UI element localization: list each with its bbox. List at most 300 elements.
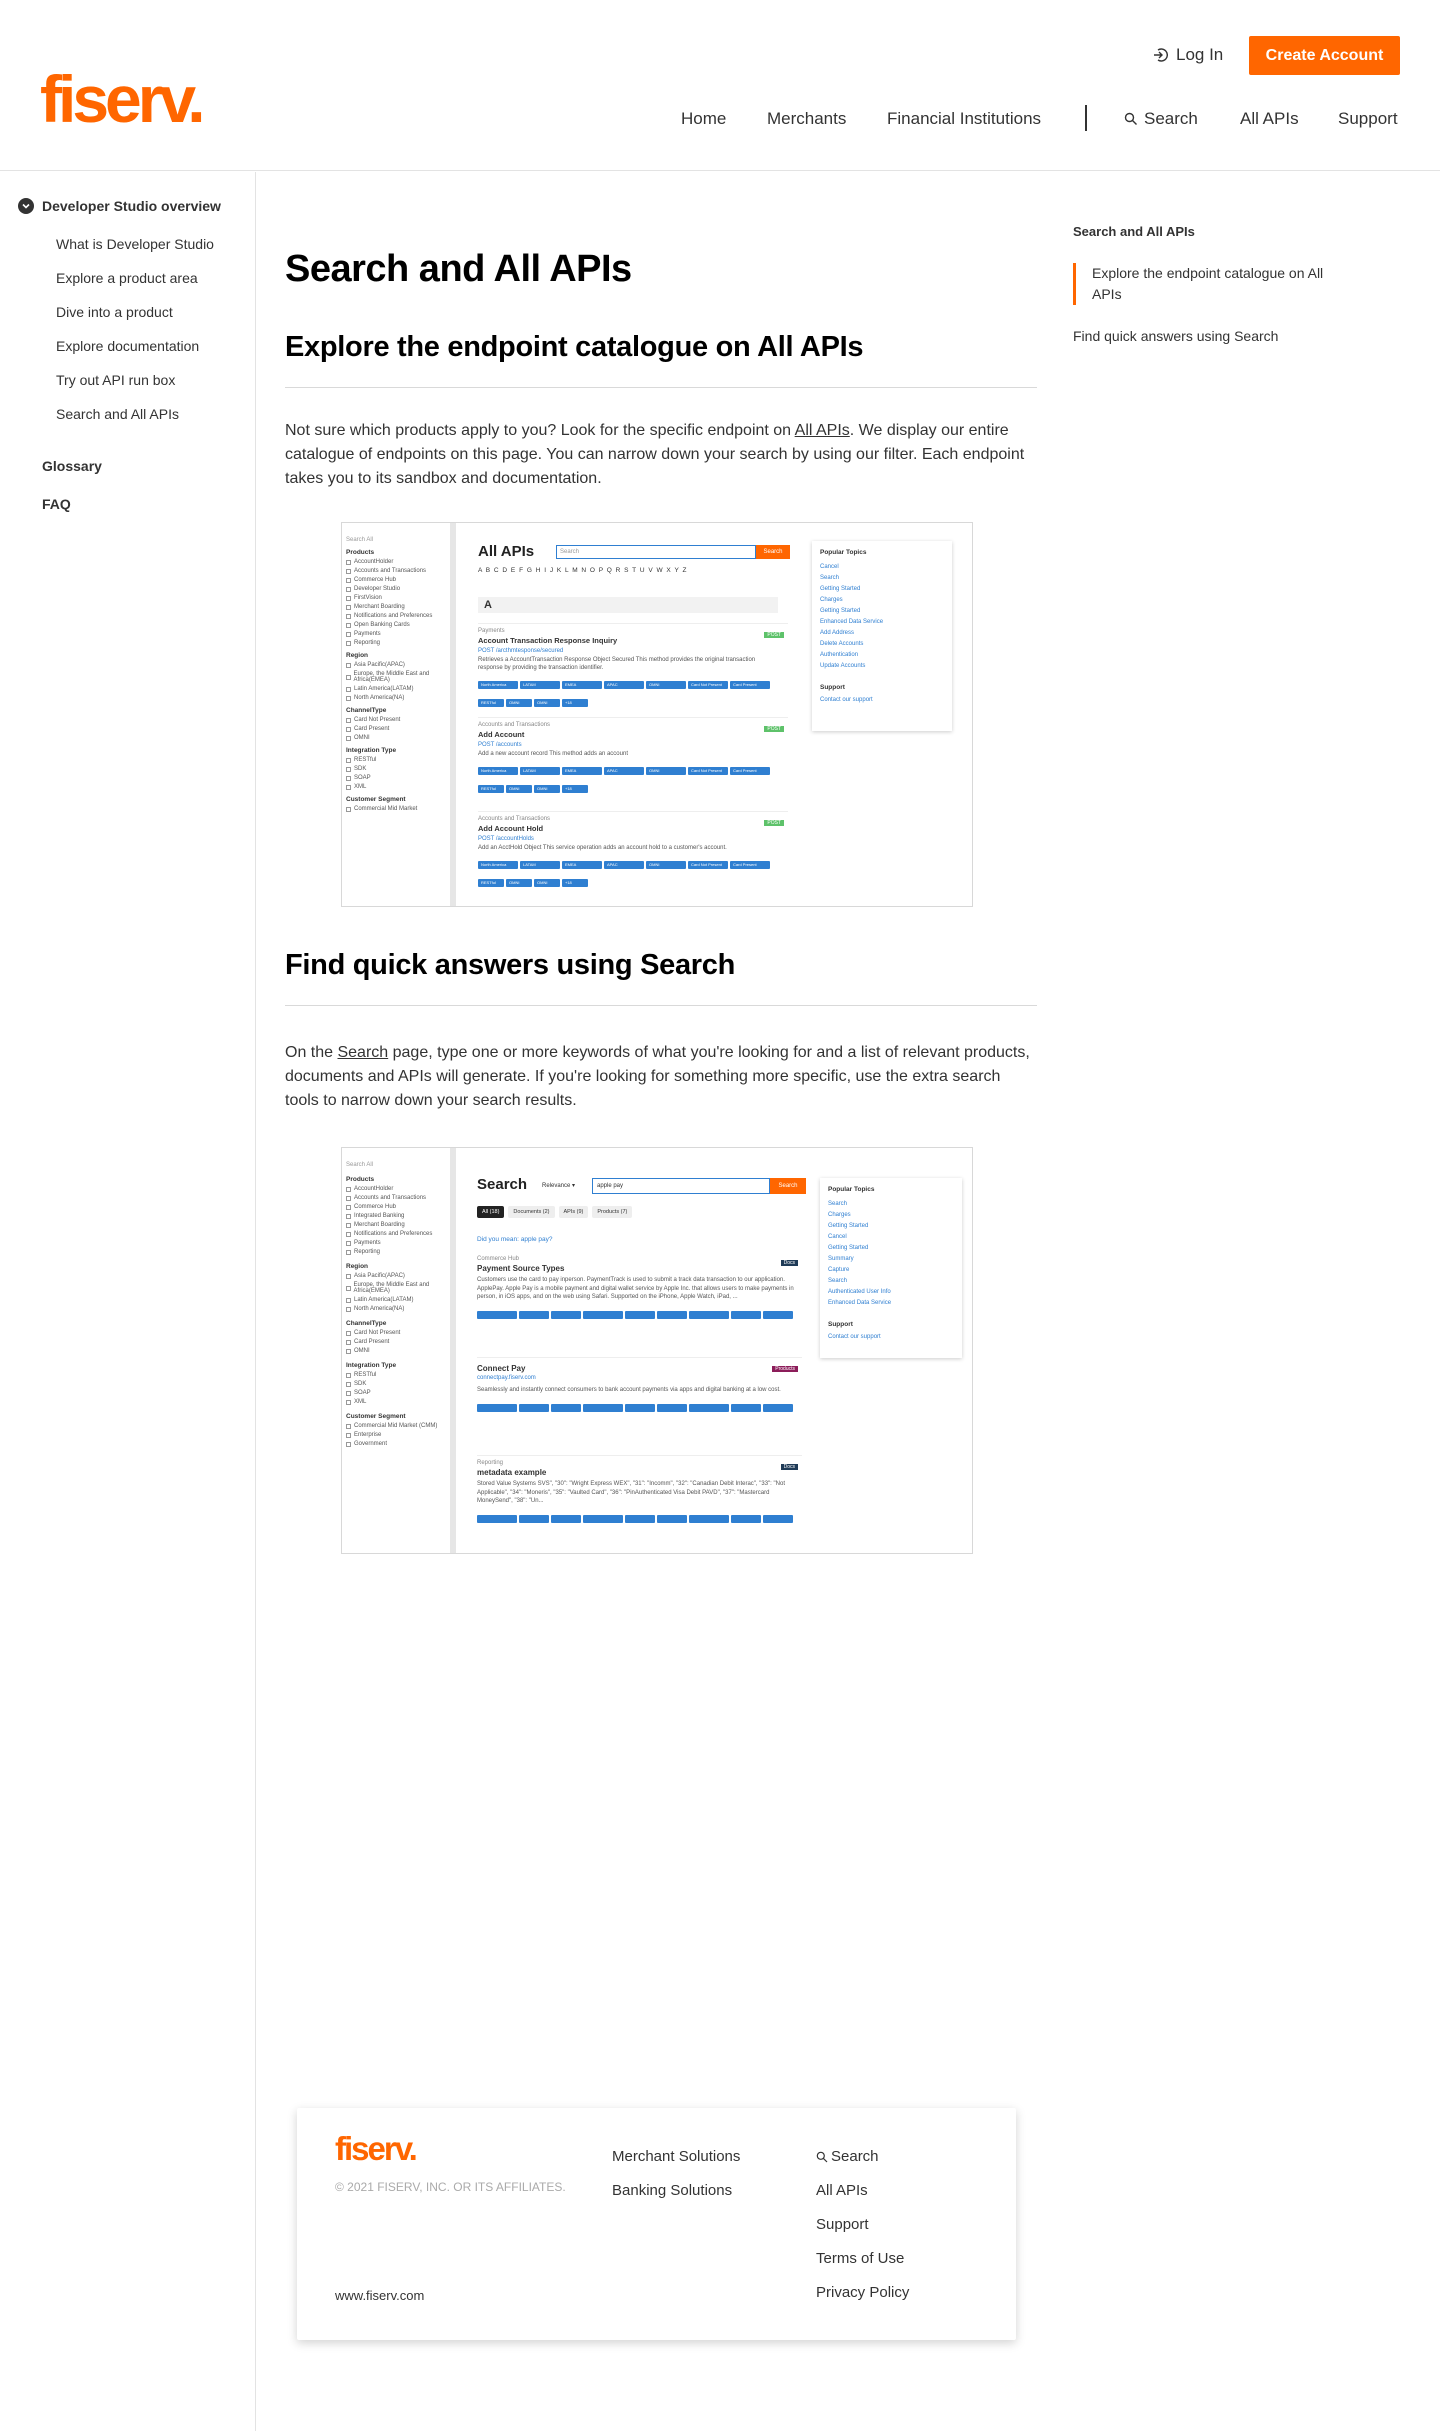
filter-checkbox[interactable] <box>346 757 450 763</box>
popular-topic-link[interactable]: Delete Accounts <box>820 641 864 647</box>
region-tag[interactable] <box>551 1515 581 1523</box>
result-description: Customers use the card to pay inperson. PaymentTrack is used to submit a track data transaction to our application. ApplePay. Apple Pay is a mobile payment and digital wallet service by Apple Inc. that allows users to make payments in person, in iOS apps, and on the web using Safari. Supported on the iPhone, Apple Watch, iPad, ... <box>477 1277 794 1300</box>
popular-topic-link[interactable]: Getting Started <box>828 1223 869 1229</box>
checkbox-icon <box>346 578 351 583</box>
text-part: On the <box>285 1044 338 1061</box>
result-description: Seamlessly and instantly connect consumers to bank account payments via apps and digital banking at a low cost. <box>477 1387 781 1393</box>
all-apis-search-input[interactable]: Search <box>556 545 756 559</box>
filter-label: Enterprise <box>354 1432 382 1438</box>
checkbox-icon <box>346 587 351 592</box>
filter-checkbox[interactable] <box>346 671 450 683</box>
filter-checkbox[interactable] <box>346 1282 450 1294</box>
filter-label: Government <box>354 1441 388 1447</box>
support-link[interactable]: Contact our support <box>820 697 873 703</box>
region-tag[interactable]: Card Present <box>730 681 770 689</box>
filter-label: SOAP <box>354 775 371 781</box>
filter-label: OMNI <box>354 735 370 741</box>
popular-topic-link[interactable]: Summary <box>828 1256 854 1262</box>
region-tag[interactable]: North America <box>478 861 518 869</box>
api-category: Accounts and Transactions <box>478 722 551 728</box>
checkbox-icon <box>346 605 351 610</box>
checkbox-icon <box>346 1391 351 1396</box>
popular-topic-link[interactable]: Cancel <box>828 1234 847 1240</box>
region-tag[interactable] <box>731 1404 761 1412</box>
filter-checkbox[interactable] <box>346 1330 450 1336</box>
search-result[interactable] <box>477 1252 802 1358</box>
toc-item-search[interactable]: Find quick answers using Search <box>1073 328 1279 344</box>
popular-topic-link[interactable]: Update Accounts <box>820 663 866 669</box>
support-title: Support <box>820 684 845 691</box>
region-tag[interactable] <box>625 1515 655 1523</box>
filter-label: RESTful <box>354 757 377 763</box>
checkbox-icon <box>346 614 351 619</box>
checkbox-icon <box>346 623 351 628</box>
page-title: Search and All APIs <box>285 248 632 290</box>
api-name[interactable]: Account Transaction Response Inquiry <box>478 636 618 645</box>
filter-label: AccountHolder <box>354 1186 394 1192</box>
region-tag[interactable]: EMEA <box>562 767 602 775</box>
region-tag[interactable] <box>519 1515 549 1523</box>
region-tag[interactable]: +18 <box>562 879 588 887</box>
did-you-mean[interactable]: Did you mean: apple pay? <box>477 1236 553 1243</box>
region-tag[interactable]: APAC <box>604 861 644 869</box>
login-link[interactable] <box>1152 45 1223 65</box>
relevance-select[interactable]: Relevance ▾ <box>542 1183 576 1189</box>
footer-banking-solutions[interactable]: Banking Solutions <box>612 2182 733 2199</box>
search-submit-button[interactable]: Search <box>770 1178 806 1194</box>
footer-site-link[interactable]: www.fiserv.com <box>335 2288 425 2303</box>
filter-checkbox[interactable] <box>346 784 450 790</box>
checkbox-icon <box>346 758 351 763</box>
filter-region-list <box>342 1273 450 1312</box>
filter-checkbox[interactable] <box>346 1213 450 1219</box>
api-name[interactable]: Add Account Hold <box>478 824 544 833</box>
footer-terms[interactable]: Terms of Use <box>816 2250 905 2267</box>
region-tag[interactable]: Card Not Present <box>688 767 728 775</box>
filter-checkbox[interactable] <box>346 1186 450 1192</box>
section-divider <box>285 387 1037 388</box>
text-part: page, type one or more keywords of what you're looking for and a list of relevant products, documents and APIs will generate. If you're looking for something more specific, use the extra search tools to narrow down your search results. <box>285 1044 1030 1109</box>
checkbox-icon <box>346 1205 351 1210</box>
breadcrumb: Search All <box>346 1162 374 1168</box>
sidebar-item-search-all-apis[interactable]: Search and All APIs <box>56 406 179 422</box>
region-tag[interactable]: RESTful <box>478 699 504 707</box>
popular-topic-link[interactable]: Add Address <box>820 630 855 636</box>
sidebar-item-dive-into-product[interactable]: Dive into a product <box>56 304 173 320</box>
filter-checkbox[interactable] <box>346 1249 450 1255</box>
region-tag[interactable]: OMNI <box>506 699 532 707</box>
region-tag[interactable] <box>519 1404 549 1412</box>
filter-checkbox[interactable] <box>346 622 450 628</box>
region-tag[interactable] <box>477 1515 517 1523</box>
region-tag[interactable]: OMNI <box>506 879 532 887</box>
region-tag[interactable]: OMNI <box>534 785 560 793</box>
api-entry[interactable] <box>478 623 788 717</box>
region-tag[interactable]: APAC <box>604 767 644 775</box>
section-heading-all-apis: Explore the endpoint catalogue on All APIs <box>285 331 864 363</box>
checkbox-icon <box>346 1214 351 1219</box>
filter-checkbox[interactable] <box>346 1390 450 1396</box>
filter-integration-list <box>342 1372 450 1405</box>
region-tag[interactable] <box>763 1404 793 1412</box>
region-tag[interactable] <box>583 1515 623 1523</box>
relevance-label: Relevance <box>542 1183 571 1189</box>
filter-channel-label: ChannelType <box>346 707 387 714</box>
all-apis-link[interactable]: All APIs <box>794 422 850 439</box>
result-tab[interactable]: All (18) <box>477 1206 504 1218</box>
region-tag[interactable]: +18 <box>562 785 588 793</box>
popular-topic-link[interactable]: Getting Started <box>820 608 861 614</box>
result-tab[interactable]: APIs (9) <box>559 1206 589 1218</box>
filter-products-list <box>342 1186 450 1255</box>
filter-checkbox[interactable] <box>346 1240 450 1246</box>
filter-products-list <box>342 559 450 646</box>
nav-all-apis[interactable]: All APIs <box>1240 109 1299 128</box>
api-entry[interactable] <box>478 811 788 905</box>
filter-checkbox[interactable] <box>346 1306 450 1312</box>
region-tag[interactable]: +18 <box>562 699 588 707</box>
checkbox-icon <box>346 1232 351 1237</box>
region-tag[interactable] <box>583 1311 623 1319</box>
checkbox-icon <box>346 1241 351 1246</box>
letter-header: A <box>478 597 778 613</box>
filter-label: Developer Studio <box>354 586 401 592</box>
nav-support[interactable]: Support <box>1338 109 1398 128</box>
popular-topic-link[interactable]: Search <box>820 575 840 581</box>
region-tag[interactable] <box>763 1515 793 1523</box>
region-tag[interactable] <box>657 1404 687 1412</box>
sidebar-item-explore-product-area[interactable]: Explore a product area <box>56 270 198 286</box>
region-tag[interactable]: OMNI <box>506 785 532 793</box>
popular-topic-link[interactable]: Charges <box>828 1212 851 1218</box>
region-tag[interactable]: OMNI <box>534 699 560 707</box>
filter-checkbox[interactable] <box>346 726 450 732</box>
region-tag[interactable]: Card Not Present <box>688 681 728 689</box>
search-result[interactable] <box>477 1456 802 1554</box>
filter-checkbox[interactable] <box>346 1204 450 1210</box>
checkbox-icon <box>346 1307 351 1312</box>
nav-home[interactable]: Home <box>681 109 727 128</box>
api-entry-list <box>478 623 788 905</box>
api-path[interactable]: POST /arcthmtesponse/secured <box>478 648 564 654</box>
nav-search-label: Search <box>1144 109 1198 128</box>
popular-topic-link[interactable]: Capture <box>828 1267 850 1273</box>
popular-topic-link[interactable]: Enhanced Data Service <box>828 1300 892 1306</box>
api-path[interactable]: POST /accounts <box>478 742 522 748</box>
filter-label: Merchant Boarding <box>354 1222 405 1228</box>
filter-checkbox[interactable] <box>346 1195 450 1201</box>
region-tag[interactable]: OMNI <box>646 767 686 775</box>
footer-support[interactable]: Support <box>816 2216 869 2233</box>
checkbox-icon <box>346 1250 351 1255</box>
filter-checkbox[interactable] <box>346 586 450 592</box>
chevron-down-icon <box>18 198 34 214</box>
filter-checkbox[interactable] <box>346 1423 450 1429</box>
popular-topic-link[interactable]: Charges <box>820 597 843 603</box>
api-tags <box>478 764 778 800</box>
result-tabs <box>477 1206 632 1218</box>
checkbox-icon <box>346 1373 351 1378</box>
filter-label: Commerce Hub <box>354 577 397 583</box>
filter-checkbox[interactable] <box>346 1372 450 1378</box>
sidebar-section-overview[interactable] <box>18 198 221 214</box>
region-tag[interactable]: LATAM <box>520 767 560 775</box>
popular-topics-panel <box>820 1178 962 1358</box>
site-header <box>0 0 1440 171</box>
region-tag[interactable]: RESTful <box>478 879 504 887</box>
sidebar-item-explore-documentation[interactable]: Explore documentation <box>56 338 200 354</box>
popular-topic-link[interactable]: Search <box>828 1201 848 1207</box>
filter-customer-label: Customer Segment <box>346 1413 406 1420</box>
support-title: Support <box>828 1321 853 1328</box>
region-tag[interactable] <box>477 1404 517 1412</box>
result-category: Commerce Hub <box>477 1256 520 1262</box>
region-tag[interactable] <box>689 1515 729 1523</box>
filter-label: Card Present <box>354 726 390 732</box>
nav-financial-institutions[interactable]: Financial Institutions <box>887 109 1042 128</box>
filter-checkbox[interactable] <box>346 1297 450 1303</box>
filter-label: Payments <box>354 1240 381 1246</box>
popular-topic-link[interactable]: Authenticated User Info <box>828 1289 891 1295</box>
result-title[interactable]: Connect Pay <box>477 1364 526 1373</box>
filter-checkbox[interactable] <box>346 1441 450 1447</box>
search-title: Search <box>477 1176 528 1193</box>
all-apis-title: All APIs <box>478 543 535 560</box>
filter-region-list <box>342 662 450 701</box>
filter-checkbox[interactable] <box>346 1432 450 1438</box>
region-tag[interactable]: OMNI <box>646 681 686 689</box>
filter-checkbox[interactable] <box>346 640 450 646</box>
region-tag[interactable] <box>477 1311 517 1319</box>
filter-label: Accounts and Transactions <box>354 568 427 574</box>
filter-customer-list <box>342 806 450 812</box>
api-name[interactable]: Add Account <box>478 730 525 739</box>
filter-checkbox[interactable] <box>346 1273 450 1279</box>
checkbox-icon <box>346 807 351 812</box>
all-apis-search-button[interactable]: Search <box>756 545 790 559</box>
result-tab[interactable]: Documents (2) <box>508 1206 554 1218</box>
result-title[interactable]: Payment Source Types <box>477 1264 565 1273</box>
filter-checkbox[interactable] <box>346 1339 450 1345</box>
api-description: Add an AcctHold Object This service operation adds an account hold to a customer's account. <box>478 845 727 851</box>
filter-checkbox[interactable] <box>346 766 450 772</box>
filter-label: Integrated Banking <box>354 1213 405 1219</box>
filter-checkbox[interactable] <box>346 686 450 692</box>
filter-label: Commercial Mid Market (CMM) <box>354 1423 438 1429</box>
footer-search[interactable] <box>816 2148 879 2165</box>
popular-topic-link[interactable]: Search <box>828 1278 848 1284</box>
login-label: Log In <box>1176 45 1224 64</box>
filter-label: Open Banking Cards <box>354 622 410 628</box>
result-link[interactable]: connectpay.fiserv.com <box>477 1375 536 1381</box>
popular-topic-link[interactable]: Enhanced Data Service <box>820 619 884 625</box>
filter-region-label: Region <box>346 652 369 659</box>
filter-label: XML <box>354 1399 367 1405</box>
filter-integration-label: Integration Type <box>346 747 397 754</box>
filter-label: Merchant Boarding <box>354 604 405 610</box>
api-badge: POST <box>764 726 784 732</box>
filter-checkbox[interactable] <box>346 695 450 701</box>
popular-topics-title: Popular Topics <box>820 549 867 556</box>
filter-label: North America(NA) <box>354 1306 405 1312</box>
region-tag[interactable] <box>657 1311 687 1319</box>
filter-products-label: Products <box>346 1176 375 1183</box>
filter-checkbox[interactable] <box>346 559 450 565</box>
popular-topic-link[interactable]: Cancel <box>820 564 839 570</box>
region-tag[interactable] <box>551 1404 581 1412</box>
text-part: . We display our entire catalogue of endpoints on this page. You can narrow down your search by using our filter. Each endpoint takes you to its sandbox and documentation. <box>285 422 1025 487</box>
sidebar-faq[interactable]: FAQ <box>42 496 71 512</box>
region-tag[interactable] <box>551 1311 581 1319</box>
footer-merchant-solutions[interactable]: Merchant Solutions <box>612 2148 741 2165</box>
result-description: Stored Value Systems SVS", "30": "Wright Express WEX", "31": "Incomm", "32": "Canadian Debit Interac", "33": "Not Applicable", "34": "Moneris", "35": "Vaulted Card", "36": "PinAuthenticated Visa Debit PAVD", "37": "Mastercard MoneySend", "38": "Un... <box>477 1481 785 1504</box>
filter-checkbox[interactable] <box>346 604 450 610</box>
sidebar-item-what-is[interactable]: What is Developer Studio <box>56 236 214 252</box>
region-tag[interactable] <box>731 1515 761 1523</box>
checkbox-icon <box>346 596 351 601</box>
fiserv-logo[interactable]: fiserv. <box>40 62 202 136</box>
result-badge: Products <box>772 1366 798 1372</box>
nav-search[interactable] <box>1124 108 1198 130</box>
region-tag[interactable]: Card Present <box>730 767 770 775</box>
popular-topics-title: Popular Topics <box>828 1186 875 1193</box>
toc-item-all-apis[interactable]: Explore the endpoint catalogue on All APIs <box>1073 263 1353 305</box>
checkbox-icon <box>346 776 351 781</box>
filter-checkbox[interactable] <box>346 631 450 637</box>
region-tag[interactable]: North America <box>478 681 518 689</box>
checkbox-icon <box>346 696 351 701</box>
region-tag[interactable]: North America <box>478 767 518 775</box>
filter-checkbox[interactable] <box>346 595 450 601</box>
region-tag[interactable] <box>731 1311 761 1319</box>
footer-privacy[interactable]: Privacy Policy <box>816 2284 910 2301</box>
search-result[interactable] <box>477 1358 802 1456</box>
nav-merchants[interactable]: Merchants <box>767 109 847 128</box>
region-tag[interactable] <box>519 1311 549 1319</box>
section-text-search <box>285 1041 1037 1113</box>
filter-checkbox[interactable] <box>346 613 450 619</box>
filter-label: FirstVision <box>354 595 382 601</box>
region-tag[interactable]: RESTful <box>478 785 504 793</box>
footer-logo[interactable]: fiserv. <box>335 2130 416 2167</box>
result-title[interactable]: metadata example <box>477 1468 547 1477</box>
footer-all-apis[interactable]: All APIs <box>816 2182 868 2199</box>
region-tag[interactable] <box>657 1515 687 1523</box>
checkbox-icon <box>346 718 351 723</box>
result-tags <box>477 1512 797 1530</box>
region-tag[interactable]: APAC <box>604 681 644 689</box>
breadcrumb: Search All <box>346 537 374 543</box>
checkbox-icon <box>346 687 351 692</box>
region-tag[interactable]: Card Not Present <box>688 861 728 869</box>
filter-checkbox[interactable] <box>346 775 450 781</box>
filter-channel-list <box>342 717 450 741</box>
search-link[interactable]: Search <box>337 1044 389 1061</box>
support-link[interactable]: Contact our support <box>828 1334 881 1340</box>
api-entry[interactable] <box>478 717 788 811</box>
region-tag[interactable]: EMEA <box>562 861 602 869</box>
alphabet-filter[interactable]: A B C D E F G H I J K L M N O P Q R S T U V W X Y Z <box>478 567 688 574</box>
filter-checkbox[interactable] <box>346 577 450 583</box>
region-tag[interactable]: Card Present <box>730 861 770 869</box>
filter-label: XML <box>354 784 367 790</box>
filter-checkbox[interactable] <box>346 1399 450 1405</box>
result-badge: Docs <box>781 1464 798 1470</box>
region-tag[interactable]: LATAM <box>520 861 560 869</box>
filter-checkbox[interactable] <box>346 735 450 741</box>
checkbox-icon <box>346 1298 351 1303</box>
filter-label: North America(NA) <box>354 695 405 701</box>
popular-topic-link[interactable]: Getting Started <box>820 586 861 592</box>
checkbox-icon <box>346 767 351 772</box>
result-category: Reporting <box>477 1460 504 1466</box>
filter-label: Notifications and Preferences <box>354 613 433 619</box>
region-tag[interactable] <box>763 1311 793 1319</box>
filter-channel-list <box>342 1330 450 1354</box>
checkbox-icon <box>346 1382 351 1387</box>
checkbox-icon <box>346 1196 351 1201</box>
region-tag[interactable]: OMNI <box>646 861 686 869</box>
filter-checkbox[interactable] <box>346 1231 450 1237</box>
region-tag[interactable] <box>625 1404 655 1412</box>
filter-checkbox[interactable] <box>346 568 450 574</box>
result-badge: Docs <box>781 1260 798 1266</box>
filter-checkbox[interactable] <box>346 806 450 812</box>
filter-integration-list <box>342 757 450 790</box>
search-query-input[interactable]: apple pay <box>592 1178 770 1194</box>
search-result-list <box>477 1252 802 1554</box>
popular-topic-link[interactable]: Authentication <box>820 652 859 658</box>
filter-sidebar <box>342 1148 456 1553</box>
login-icon <box>1152 47 1168 63</box>
region-tag[interactable]: EMEA <box>562 681 602 689</box>
popular-topics-panel <box>812 541 952 731</box>
checkbox-icon <box>346 641 351 646</box>
section-divider <box>285 1005 1037 1006</box>
search-icon <box>816 2151 828 2163</box>
filter-label: RESTful <box>354 1372 377 1378</box>
filter-checkbox[interactable] <box>346 1381 450 1387</box>
left-sidebar <box>0 172 256 2431</box>
footer-copyright: © 2021 FISERV, INC. OR ITS AFFILIATES. <box>335 2180 566 2194</box>
checkbox-icon <box>346 1187 351 1192</box>
api-description: Retrieves a AccountTransaction Response Object Secured This method provides the original transaction response by providing the transaction identifier. <box>478 657 756 671</box>
api-category: Payments <box>478 628 505 634</box>
filter-checkbox[interactable] <box>346 1222 450 1228</box>
region-tag[interactable]: LATAM <box>520 681 560 689</box>
filter-label: Commercial Mid Market <box>354 806 418 812</box>
filter-checkbox[interactable] <box>346 1348 450 1354</box>
region-tag[interactable] <box>689 1404 729 1412</box>
region-tag[interactable]: OMNI <box>534 879 560 887</box>
region-tag[interactable] <box>689 1311 729 1319</box>
region-tag[interactable] <box>625 1311 655 1319</box>
filter-label: SOAP <box>354 1390 371 1396</box>
checkbox-icon <box>346 1442 351 1447</box>
popular-topic-link[interactable]: Getting Started <box>828 1245 869 1251</box>
sidebar-item-api-run-box[interactable]: Try out API run box <box>56 372 176 388</box>
create-account-button[interactable]: Create Account <box>1249 36 1400 75</box>
section-text-all-apis <box>285 419 1037 491</box>
filter-checkbox[interactable] <box>346 717 450 723</box>
filter-checkbox[interactable] <box>346 662 450 668</box>
result-tab[interactable]: Products (7) <box>592 1206 632 1218</box>
checkbox-icon <box>346 1400 351 1405</box>
api-path[interactable]: POST /accountHolds <box>478 836 534 842</box>
sidebar-glossary[interactable]: Glossary <box>42 458 102 474</box>
filter-label: Europe, the Middle East and Africa(EMEA) <box>353 671 430 683</box>
region-tag[interactable] <box>583 1404 623 1412</box>
